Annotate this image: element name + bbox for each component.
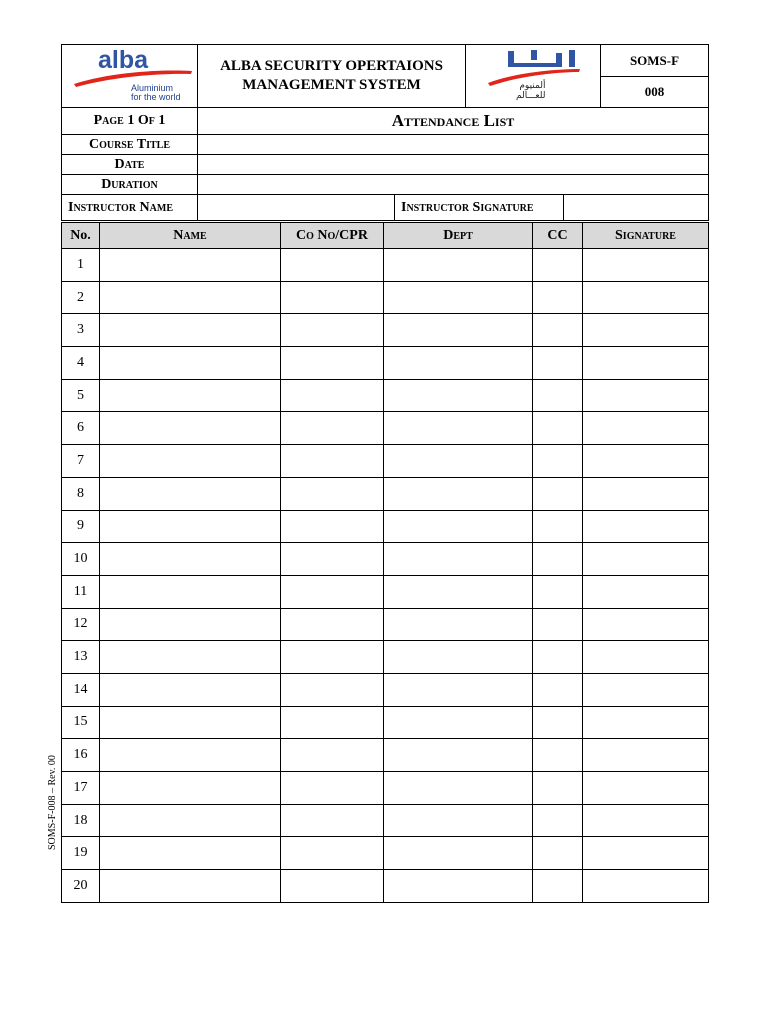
dept-cell[interactable] <box>384 281 533 314</box>
system-title: ALBA SECURITY OPERTAIONS MANAGEMENT SYSTEM <box>198 45 466 108</box>
date-field[interactable] <box>198 155 709 175</box>
form-info <box>61 107 709 195</box>
dept-cell[interactable] <box>384 314 533 347</box>
co-no-cpr-cell[interactable] <box>281 608 384 641</box>
cc-cell[interactable] <box>533 477 583 510</box>
signature-cell[interactable] <box>583 837 709 870</box>
alba-arabic-logo <box>466 45 601 108</box>
duration-field[interactable] <box>198 175 709 195</box>
column-header-name: Name <box>100 223 281 249</box>
name-cell[interactable] <box>100 706 281 739</box>
column-header-dept: Dept <box>384 223 533 249</box>
cc-cell[interactable] <box>533 870 583 903</box>
row-number: 18 <box>62 804 100 837</box>
signature-cell[interactable] <box>583 804 709 837</box>
cc-cell[interactable] <box>533 379 583 412</box>
form-page <box>61 44 708 903</box>
cc-cell[interactable] <box>533 772 583 805</box>
signature-cell[interactable] <box>583 445 709 478</box>
signature-cell[interactable] <box>583 543 709 576</box>
signature-cell[interactable] <box>583 477 709 510</box>
dept-cell[interactable] <box>384 673 533 706</box>
name-cell[interactable] <box>100 641 281 674</box>
co-no-cpr-cell[interactable] <box>281 379 384 412</box>
cc-cell[interactable] <box>533 543 583 576</box>
co-no-cpr-cell[interactable] <box>281 739 384 772</box>
cc-cell[interactable] <box>533 412 583 445</box>
name-cell[interactable] <box>100 314 281 347</box>
row-number: 8 <box>62 477 100 510</box>
column-header-signature: Signature <box>583 223 709 249</box>
signature-cell[interactable] <box>583 673 709 706</box>
cc-cell[interactable] <box>533 641 583 674</box>
dept-cell[interactable] <box>384 412 533 445</box>
row-number: 1 <box>62 249 100 282</box>
co-no-cpr-cell[interactable] <box>281 772 384 805</box>
dept-cell[interactable] <box>384 347 533 380</box>
signature-cell[interactable] <box>583 281 709 314</box>
co-no-cpr-cell[interactable] <box>281 510 384 543</box>
co-no-cpr-cell[interactable] <box>281 673 384 706</box>
co-no-cpr-cell[interactable] <box>281 804 384 837</box>
signature-cell[interactable] <box>583 314 709 347</box>
signature-cell[interactable] <box>583 772 709 805</box>
table-row <box>62 249 709 282</box>
column-header-co-no-cpr: Co No/CPR <box>281 223 384 249</box>
table-row <box>62 673 709 706</box>
table-row <box>62 543 709 576</box>
co-no-cpr-cell[interactable] <box>281 445 384 478</box>
row-number: 7 <box>62 445 100 478</box>
signature-cell[interactable] <box>583 641 709 674</box>
table-row <box>62 641 709 674</box>
signature-cell[interactable] <box>583 379 709 412</box>
name-cell[interactable] <box>100 249 281 282</box>
table-header-row <box>62 223 709 249</box>
revision-label: SOMS-F-008 – Rev. 00 <box>47 755 58 850</box>
dept-cell[interactable] <box>384 804 533 837</box>
signature-cell[interactable] <box>583 249 709 282</box>
name-cell[interactable] <box>100 673 281 706</box>
cc-cell[interactable] <box>533 575 583 608</box>
name-cell[interactable] <box>100 281 281 314</box>
alba-logo-wordmark: alba <box>98 47 149 74</box>
table-row <box>62 706 709 739</box>
signature-cell[interactable] <box>583 608 709 641</box>
table-row <box>62 510 709 543</box>
co-no-cpr-cell[interactable] <box>281 477 384 510</box>
table-row <box>62 412 709 445</box>
table-row <box>62 347 709 380</box>
name-cell[interactable] <box>100 412 281 445</box>
row-number: 17 <box>62 772 100 805</box>
date-label: Date <box>62 155 198 175</box>
attendance-table <box>61 222 709 903</box>
table-row <box>62 772 709 805</box>
dept-cell[interactable] <box>384 641 533 674</box>
co-no-cpr-cell[interactable] <box>281 281 384 314</box>
instructor-signature-field[interactable] <box>564 195 709 221</box>
duration-label: Duration <box>62 175 198 195</box>
name-cell[interactable] <box>100 772 281 805</box>
co-no-cpr-cell[interactable] <box>281 314 384 347</box>
dept-cell[interactable] <box>384 477 533 510</box>
table-row <box>62 870 709 903</box>
name-cell[interactable] <box>100 837 281 870</box>
instructor-name-field[interactable] <box>198 195 395 221</box>
dept-cell[interactable] <box>384 772 533 805</box>
signature-cell[interactable] <box>583 347 709 380</box>
form-header <box>61 44 709 108</box>
table-row <box>62 379 709 412</box>
row-number: 12 <box>62 608 100 641</box>
alba-tagline: Aluminium for the world <box>131 83 181 102</box>
name-cell[interactable] <box>100 543 281 576</box>
form-number: 008 <box>601 77 709 108</box>
dept-cell[interactable] <box>384 739 533 772</box>
row-number: 10 <box>62 543 100 576</box>
co-no-cpr-cell[interactable] <box>281 412 384 445</box>
cc-cell[interactable] <box>533 249 583 282</box>
cc-cell[interactable] <box>533 673 583 706</box>
name-cell[interactable] <box>100 379 281 412</box>
table-row <box>62 608 709 641</box>
arabic-tagline: ألمنيوم للعـــالم <box>516 81 546 101</box>
dept-cell[interactable] <box>384 379 533 412</box>
dept-cell[interactable] <box>384 608 533 641</box>
name-cell[interactable] <box>100 608 281 641</box>
alba-logo <box>62 45 198 108</box>
name-cell[interactable] <box>100 445 281 478</box>
table-row <box>62 575 709 608</box>
form-title: Attendance List <box>198 108 709 135</box>
dept-cell[interactable] <box>384 706 533 739</box>
cc-cell[interactable] <box>533 445 583 478</box>
dept-cell[interactable] <box>384 870 533 903</box>
course-title-field[interactable] <box>198 135 709 155</box>
co-no-cpr-cell[interactable] <box>281 706 384 739</box>
cc-cell[interactable] <box>533 314 583 347</box>
signature-cell[interactable] <box>583 706 709 739</box>
name-cell[interactable] <box>100 804 281 837</box>
row-number: 20 <box>62 870 100 903</box>
course-title-label: Course Title <box>62 135 198 155</box>
cc-cell[interactable] <box>533 804 583 837</box>
cc-cell[interactable] <box>533 706 583 739</box>
table-row <box>62 314 709 347</box>
table-row <box>62 445 709 478</box>
name-cell[interactable] <box>100 739 281 772</box>
row-number: 2 <box>62 281 100 314</box>
name-cell[interactable] <box>100 510 281 543</box>
instructor-name-label: Instructor Name <box>62 195 198 221</box>
signature-cell[interactable] <box>583 412 709 445</box>
name-cell[interactable] <box>100 870 281 903</box>
co-no-cpr-cell[interactable] <box>281 543 384 576</box>
signature-cell[interactable] <box>583 870 709 903</box>
table-row <box>62 281 709 314</box>
signature-cell[interactable] <box>583 510 709 543</box>
co-no-cpr-cell[interactable] <box>281 249 384 282</box>
column-header-cc: CC <box>533 223 583 249</box>
table-row <box>62 837 709 870</box>
row-number: 16 <box>62 739 100 772</box>
co-no-cpr-cell[interactable] <box>281 837 384 870</box>
signature-cell[interactable] <box>583 739 709 772</box>
dept-cell[interactable] <box>384 837 533 870</box>
dept-cell[interactable] <box>384 543 533 576</box>
row-number: 14 <box>62 673 100 706</box>
name-cell[interactable] <box>100 477 281 510</box>
row-number: 5 <box>62 379 100 412</box>
row-number: 11 <box>62 575 100 608</box>
signature-cell[interactable] <box>583 575 709 608</box>
cc-cell[interactable] <box>533 510 583 543</box>
table-row <box>62 477 709 510</box>
cc-cell[interactable] <box>533 837 583 870</box>
form-code: SOMS-F <box>601 45 709 77</box>
name-cell[interactable] <box>100 575 281 608</box>
row-number: 15 <box>62 706 100 739</box>
co-no-cpr-cell[interactable] <box>281 870 384 903</box>
table-row <box>62 804 709 837</box>
cc-cell[interactable] <box>533 281 583 314</box>
dept-cell[interactable] <box>384 575 533 608</box>
cc-cell[interactable] <box>533 347 583 380</box>
column-header-no: No. <box>62 223 100 249</box>
instructor-row <box>61 194 709 221</box>
cc-cell[interactable] <box>533 739 583 772</box>
instructor-signature-label: Instructor Signature <box>395 195 564 221</box>
row-number: 9 <box>62 510 100 543</box>
cc-cell[interactable] <box>533 608 583 641</box>
dept-cell[interactable] <box>384 510 533 543</box>
dept-cell[interactable] <box>384 249 533 282</box>
co-no-cpr-cell[interactable] <box>281 641 384 674</box>
row-number: 4 <box>62 347 100 380</box>
table-row <box>62 739 709 772</box>
row-number: 6 <box>62 412 100 445</box>
dept-cell[interactable] <box>384 445 533 478</box>
co-no-cpr-cell[interactable] <box>281 575 384 608</box>
row-number: 13 <box>62 641 100 674</box>
name-cell[interactable] <box>100 347 281 380</box>
co-no-cpr-cell[interactable] <box>281 347 384 380</box>
page-indicator: Page 1 Of 1 <box>62 108 198 135</box>
row-number: 19 <box>62 837 100 870</box>
row-number: 3 <box>62 314 100 347</box>
